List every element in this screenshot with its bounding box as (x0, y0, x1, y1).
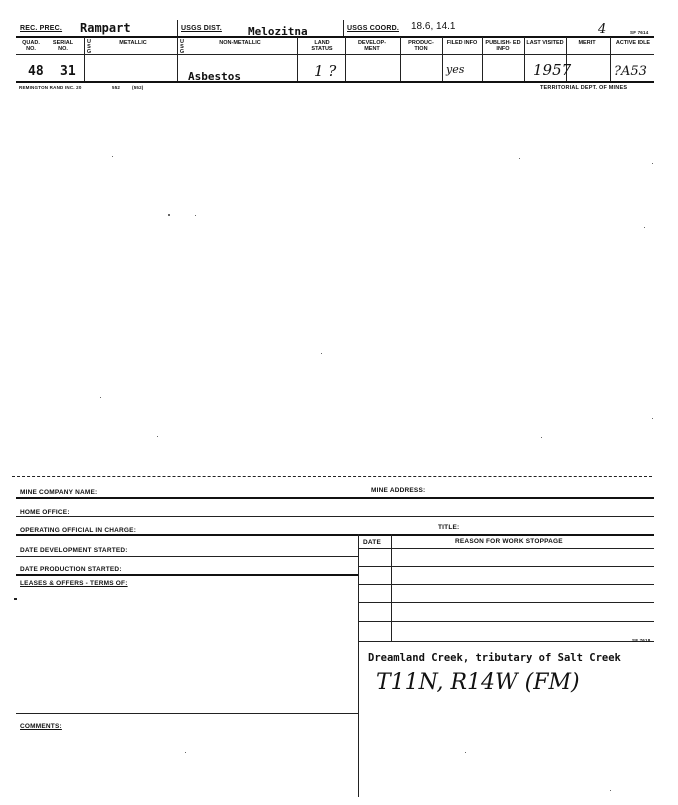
divider (84, 37, 85, 81)
scan-speck (652, 418, 653, 419)
home-office-label: HOME OFFICE: (20, 509, 70, 516)
rule (16, 534, 654, 536)
active-idle-value: ?A53 (614, 64, 647, 79)
divider (482, 37, 483, 81)
divider (524, 37, 525, 81)
usgs-dist-label: USGS DIST. (181, 25, 222, 32)
operating-official-label: OPERATING OFFICIAL IN CHARGE: (20, 527, 137, 534)
scan-speck (14, 598, 17, 600)
rule (16, 713, 358, 714)
col-last-visited: LAST VISITED (526, 40, 564, 46)
scan-speck (519, 158, 520, 159)
usgs-coord-label: USGS COORD. (347, 25, 399, 32)
scan-speck (465, 752, 466, 753)
divider (442, 37, 443, 81)
quad-no-value: 48 (28, 64, 44, 79)
footer-mid-1: 552 (112, 85, 121, 90)
rec-prec-label: REC. PREC. (20, 25, 63, 32)
leases-offers-label: LEASES & OFFERS - TERMS OF: (20, 580, 128, 587)
rule (16, 497, 654, 499)
last-visited-value: 1957 (533, 61, 572, 79)
rule (358, 602, 654, 603)
rule (358, 641, 654, 642)
land-status-value: 1 ? (314, 62, 337, 80)
footer-mid-2: (552) (132, 85, 144, 90)
rule (16, 81, 654, 83)
usgs-coord-value: 18.6, 14.1 (411, 21, 456, 32)
scan-speck (195, 215, 196, 216)
divider (345, 37, 346, 81)
date-development-started-label: DATE DEVELOPMENT STARTED: (20, 547, 128, 554)
scan-speck (610, 790, 611, 791)
reason-for-work-stoppage-label: REASON FOR WORK STOPPAGE (455, 538, 563, 545)
rule (16, 574, 358, 576)
divider (358, 642, 359, 797)
lower-form-number: SF 7618 (632, 638, 651, 643)
corner-mark: 4 (598, 22, 607, 37)
col-production: PRODUC- TION (408, 40, 434, 52)
scan-speck (541, 437, 542, 438)
filed-info-value: yes (446, 63, 465, 76)
divider (343, 20, 344, 37)
usgs-letters: U S G (179, 39, 185, 55)
divider (610, 37, 611, 81)
col-non-metallic: NON-METALLIC (219, 40, 261, 46)
form-number: SF 7614 (630, 30, 649, 35)
divider (391, 534, 392, 642)
rule (358, 621, 654, 622)
comments-label: COMMENTS: (20, 723, 62, 730)
location-typed-note: Dreamland Creek, tributary of Salt Creek (368, 652, 621, 664)
divider (358, 534, 359, 642)
rule (358, 566, 654, 567)
footer-right: TERRITORIAL DEPT. OF MINES (540, 85, 628, 91)
footer-left: REMINGTON RAND INC. 20 (19, 85, 82, 90)
col-quad-no: QUAD. NO. (22, 40, 40, 52)
scan-speck (168, 214, 170, 216)
col-active-idle: ACTIVE IDLE (615, 40, 651, 46)
scan-speck (644, 227, 645, 228)
scan-speck (157, 436, 158, 437)
date-production-started-label: DATE PRODUCTION STARTED: (20, 566, 122, 573)
rec-prec-value: Rampart (80, 21, 131, 35)
usgs-dist-value: Melozitna (248, 25, 308, 38)
mine-company-name-label: MINE COMPANY NAME: (20, 489, 98, 496)
divider (177, 37, 178, 81)
scan-speck (112, 156, 113, 157)
col-development: DEVELOP- MENT (357, 40, 387, 52)
rule (358, 548, 654, 549)
title-label: TITLE: (438, 524, 460, 531)
usgs-letters: U S G (86, 39, 92, 55)
divider (297, 37, 298, 81)
rule (16, 556, 358, 557)
col-merit: MERIT (578, 40, 596, 46)
card-edge (12, 476, 652, 477)
col-serial-no: SERIAL NO. (52, 40, 74, 52)
non-metallic-value: Asbestos (188, 70, 241, 83)
rule (16, 36, 654, 38)
col-filed-info: FILED INFO (446, 40, 478, 46)
scan-speck (652, 163, 653, 164)
col-published-info: PUBLISH- ED INFO (485, 40, 521, 52)
mine-address-label: MINE ADDRESS: (371, 487, 426, 494)
serial-no-value: 31 (60, 64, 76, 79)
divider (400, 37, 401, 81)
col-land-status: LAND STATUS (311, 40, 333, 52)
col-metallic: METALLIC (119, 40, 147, 46)
divider (177, 20, 178, 37)
date-column-label: DATE (363, 539, 382, 546)
township-handwritten-note: T11N, R14W (FM) (376, 670, 580, 695)
scan-speck (100, 397, 101, 398)
scan-speck (185, 752, 186, 753)
rule (358, 584, 654, 585)
rule (16, 516, 654, 517)
rule (16, 54, 654, 55)
scan-speck (321, 353, 322, 354)
